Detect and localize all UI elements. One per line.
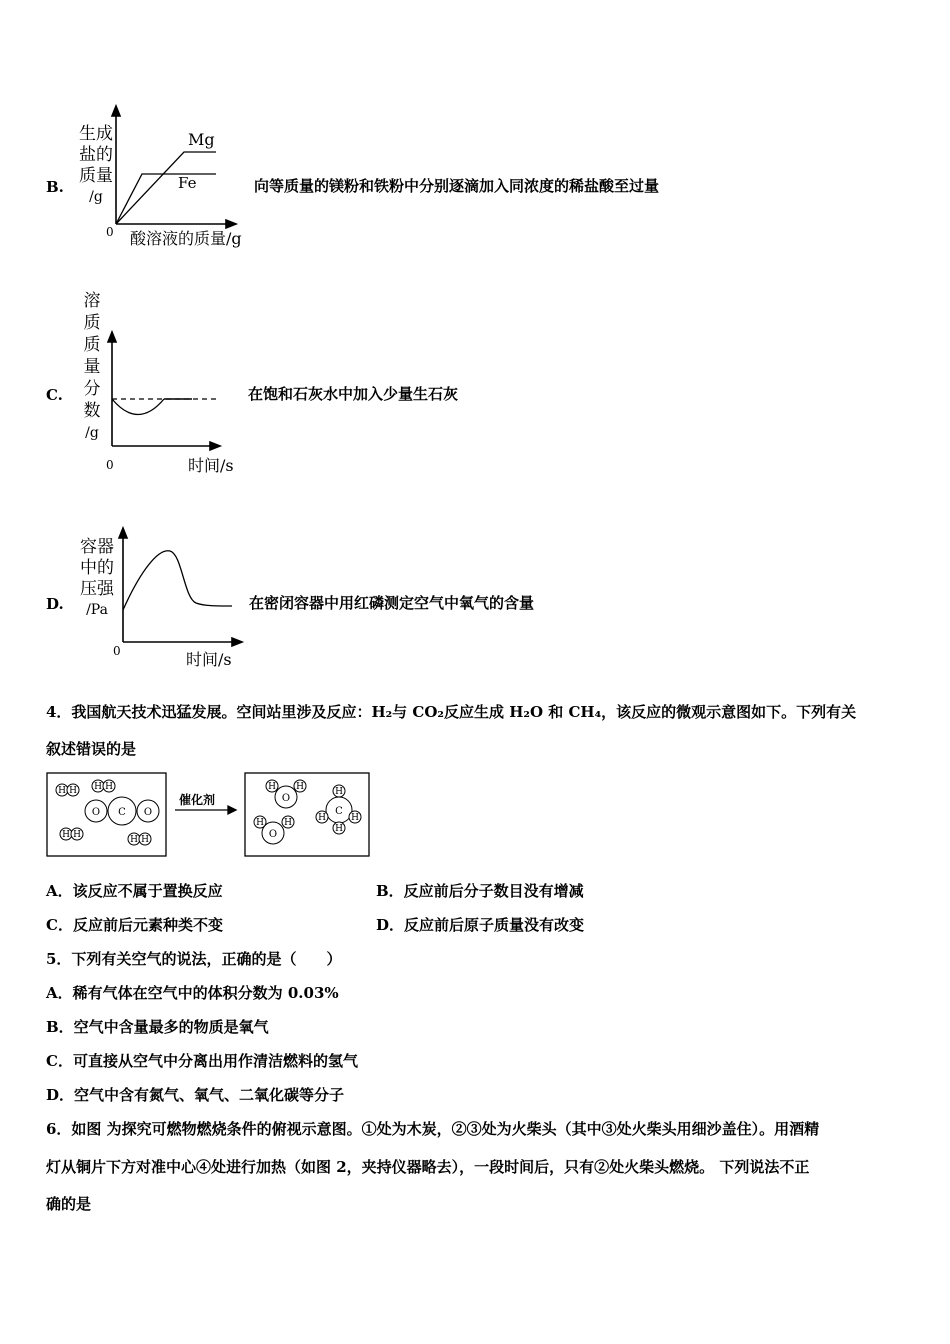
svg-text:H: H: [94, 782, 102, 792]
svg-text:C: C: [335, 806, 343, 817]
svg-text:O: O: [143, 807, 153, 818]
q4-option-a: A．该反应不属于置换反应: [46, 882, 223, 900]
option-b-ylabel: 生成 盐的 质量 /g: [79, 124, 113, 205]
q4-option-b: B．反应前后分子数目没有增减: [376, 882, 584, 900]
option-c-label: C.: [46, 386, 63, 404]
q4-option-d: D．反应前后原子质量没有改变: [376, 916, 585, 934]
d-origin: 0: [113, 644, 121, 658]
svg-text:H: H: [296, 782, 304, 792]
svg-text:H: H: [351, 813, 359, 823]
svg-text:H: H: [318, 813, 326, 823]
svg-text:H: H: [62, 830, 70, 840]
h2-molecule: [60, 828, 83, 840]
c-origin: 0: [106, 458, 114, 472]
c-xlabel: 时间/s: [188, 456, 234, 475]
option-d-statement: 在密闭容器中用红磷测定空气中氧气的含量: [249, 594, 535, 612]
option-b-label: B.: [46, 178, 64, 196]
q6-line2: 灯从铜片下方对准中心④处进行加热（如图 2，夹持仪器略去），一段时间后，只有②处火柴头燃烧。 下列说法不正: [46, 1158, 810, 1176]
svg-text:H: H: [69, 786, 77, 796]
svg-text:O: O: [91, 807, 101, 818]
ch4-molecule: [316, 785, 361, 834]
d-xlabel: 时间/s: [186, 650, 232, 669]
svg-text:O: O: [268, 829, 278, 840]
b-xlabel: 酸溶液的质量/g: [130, 229, 242, 248]
q5-option-d: D．空气中含有氮气、氧气、二氧化碳等分子: [46, 1086, 345, 1104]
option-c-ylabel: 溶 质 质 量 分 数 /g: [83, 291, 101, 441]
h2-molecule: [128, 833, 151, 845]
catalyst-label: 催化剂: [179, 793, 216, 807]
h2o-molecule: [266, 780, 306, 808]
q6-line1: 6．如图 为探究可燃物燃烧条件的俯视示意图。①处为木炭，②③处为火柴头（其中③处火柴头用细沙盖住）。用酒精: [46, 1120, 820, 1138]
h2-molecule: [92, 780, 115, 792]
q6-line3: 确的是: [46, 1195, 92, 1213]
svg-text:H: H: [58, 786, 66, 796]
svg-text:H: H: [335, 787, 343, 797]
co2-molecule: [85, 797, 159, 825]
q4-option-c: C．反应前后元素种类不变: [46, 916, 223, 934]
svg-text:H: H: [268, 782, 276, 792]
q4-stem-line1: 4．我国航天技术迅猛发展。空间站里涉及反应：H₂与 CO₂反应生成 H₂O 和 CH₄，该反应的微观示意图如下。下列有关: [46, 703, 857, 721]
q5-option-a: A．稀有气体在空气中的体积分数为 0.03%: [46, 984, 339, 1002]
option-d-label: D.: [46, 595, 64, 613]
option-d-ylabel: 容器 中的 压强 /Pa: [80, 537, 114, 618]
svg-text:H: H: [256, 818, 264, 828]
reaction-arrowhead: [228, 806, 236, 814]
svg-text:O: O: [281, 793, 291, 804]
option-b-statement: 向等质量的镁粉和铁粉中分别逐滴加入同浓度的稀盐酸至过量: [254, 177, 660, 195]
h2o-molecule: [254, 816, 294, 844]
svg-text:H: H: [141, 835, 149, 845]
q5-option-b: B．空气中含量最多的物质是氧气: [46, 1018, 269, 1036]
q5-option-c: C．可直接从空气中分离出用作清洁燃料的氢气: [46, 1052, 358, 1070]
b-origin: 0: [106, 225, 114, 239]
b-fe-label: Fe: [178, 174, 197, 192]
h2-molecule: [56, 784, 79, 796]
svg-text:H: H: [105, 782, 113, 792]
q5-stem: 5．下列有关空气的说法，正确的是（ ）: [46, 950, 342, 968]
option-c-statement: 在饱和石灰水中加入少量生石灰: [248, 385, 459, 403]
b-mg-label: Mg: [188, 130, 215, 149]
svg-text:H: H: [130, 835, 138, 845]
q4-stem-line2: 叙述错误的是: [46, 740, 137, 758]
svg-text:H: H: [284, 818, 292, 828]
svg-text:H: H: [335, 824, 343, 834]
svg-text:C: C: [118, 807, 126, 818]
svg-text:H: H: [73, 830, 81, 840]
